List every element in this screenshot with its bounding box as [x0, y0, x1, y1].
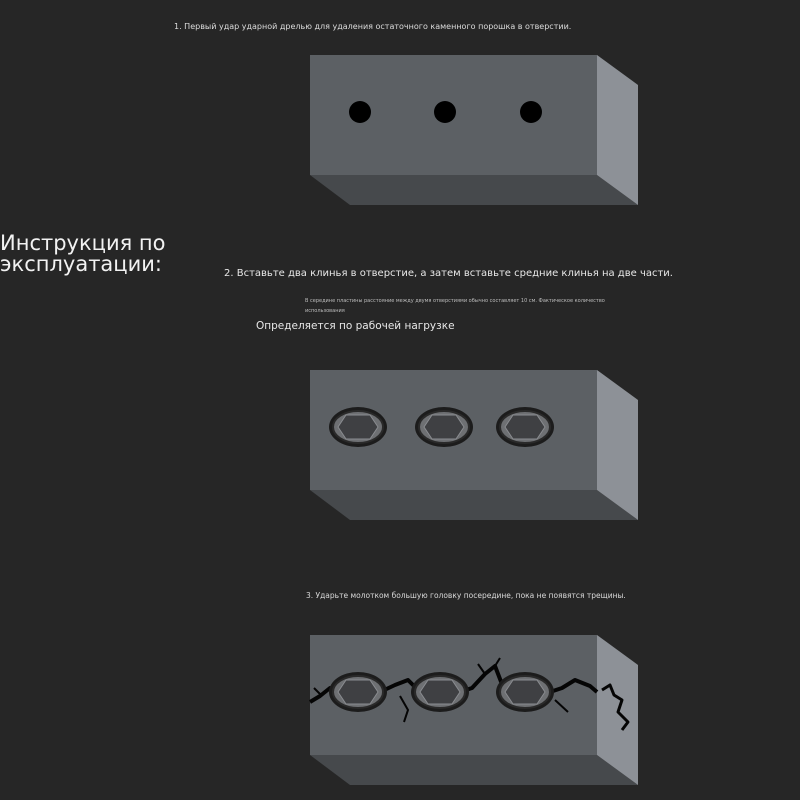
step-2-note: В середине пластины расстояние между двумя отверстиями обычно составляет 10 см. Фактическое количество использования — [305, 298, 605, 314]
stone-block-with-wedges — [300, 365, 645, 530]
stone-top-face — [310, 175, 638, 205]
wedge-icon — [415, 407, 473, 447]
wedge-icon — [411, 672, 469, 712]
wedge-icon — [496, 407, 554, 447]
drill-hole — [520, 101, 542, 123]
wedge-icon — [329, 407, 387, 447]
drill-hole — [349, 101, 371, 123]
step-2-load-text: Определяется по рабочей нагрузке — [256, 320, 455, 332]
stone-block-cracked — [300, 630, 645, 795]
stone-top-face — [310, 490, 638, 520]
wedge-icon — [329, 672, 387, 712]
stone-top-face — [310, 755, 638, 785]
wedge-icon — [496, 672, 554, 712]
page-title-line2: эксплуатации: — [0, 252, 162, 276]
page-title — [0, 233, 166, 275]
drill-hole — [434, 101, 456, 123]
page-title-line1: Инструкция по — [0, 231, 166, 255]
stone-block-with-holes — [300, 50, 645, 215]
step-2-text: 2. Вставьте два клинья в отверстие, а затем вставьте средние клинья на две части. — [224, 268, 673, 279]
step-1-text: 1. Первый удар ударной дрелью для удаления остаточного каменного порошка в отверстии. — [174, 22, 572, 31]
step-3-text: 3. Ударьте молотком большую головку посередине, пока не появятся трещины. — [306, 591, 626, 600]
